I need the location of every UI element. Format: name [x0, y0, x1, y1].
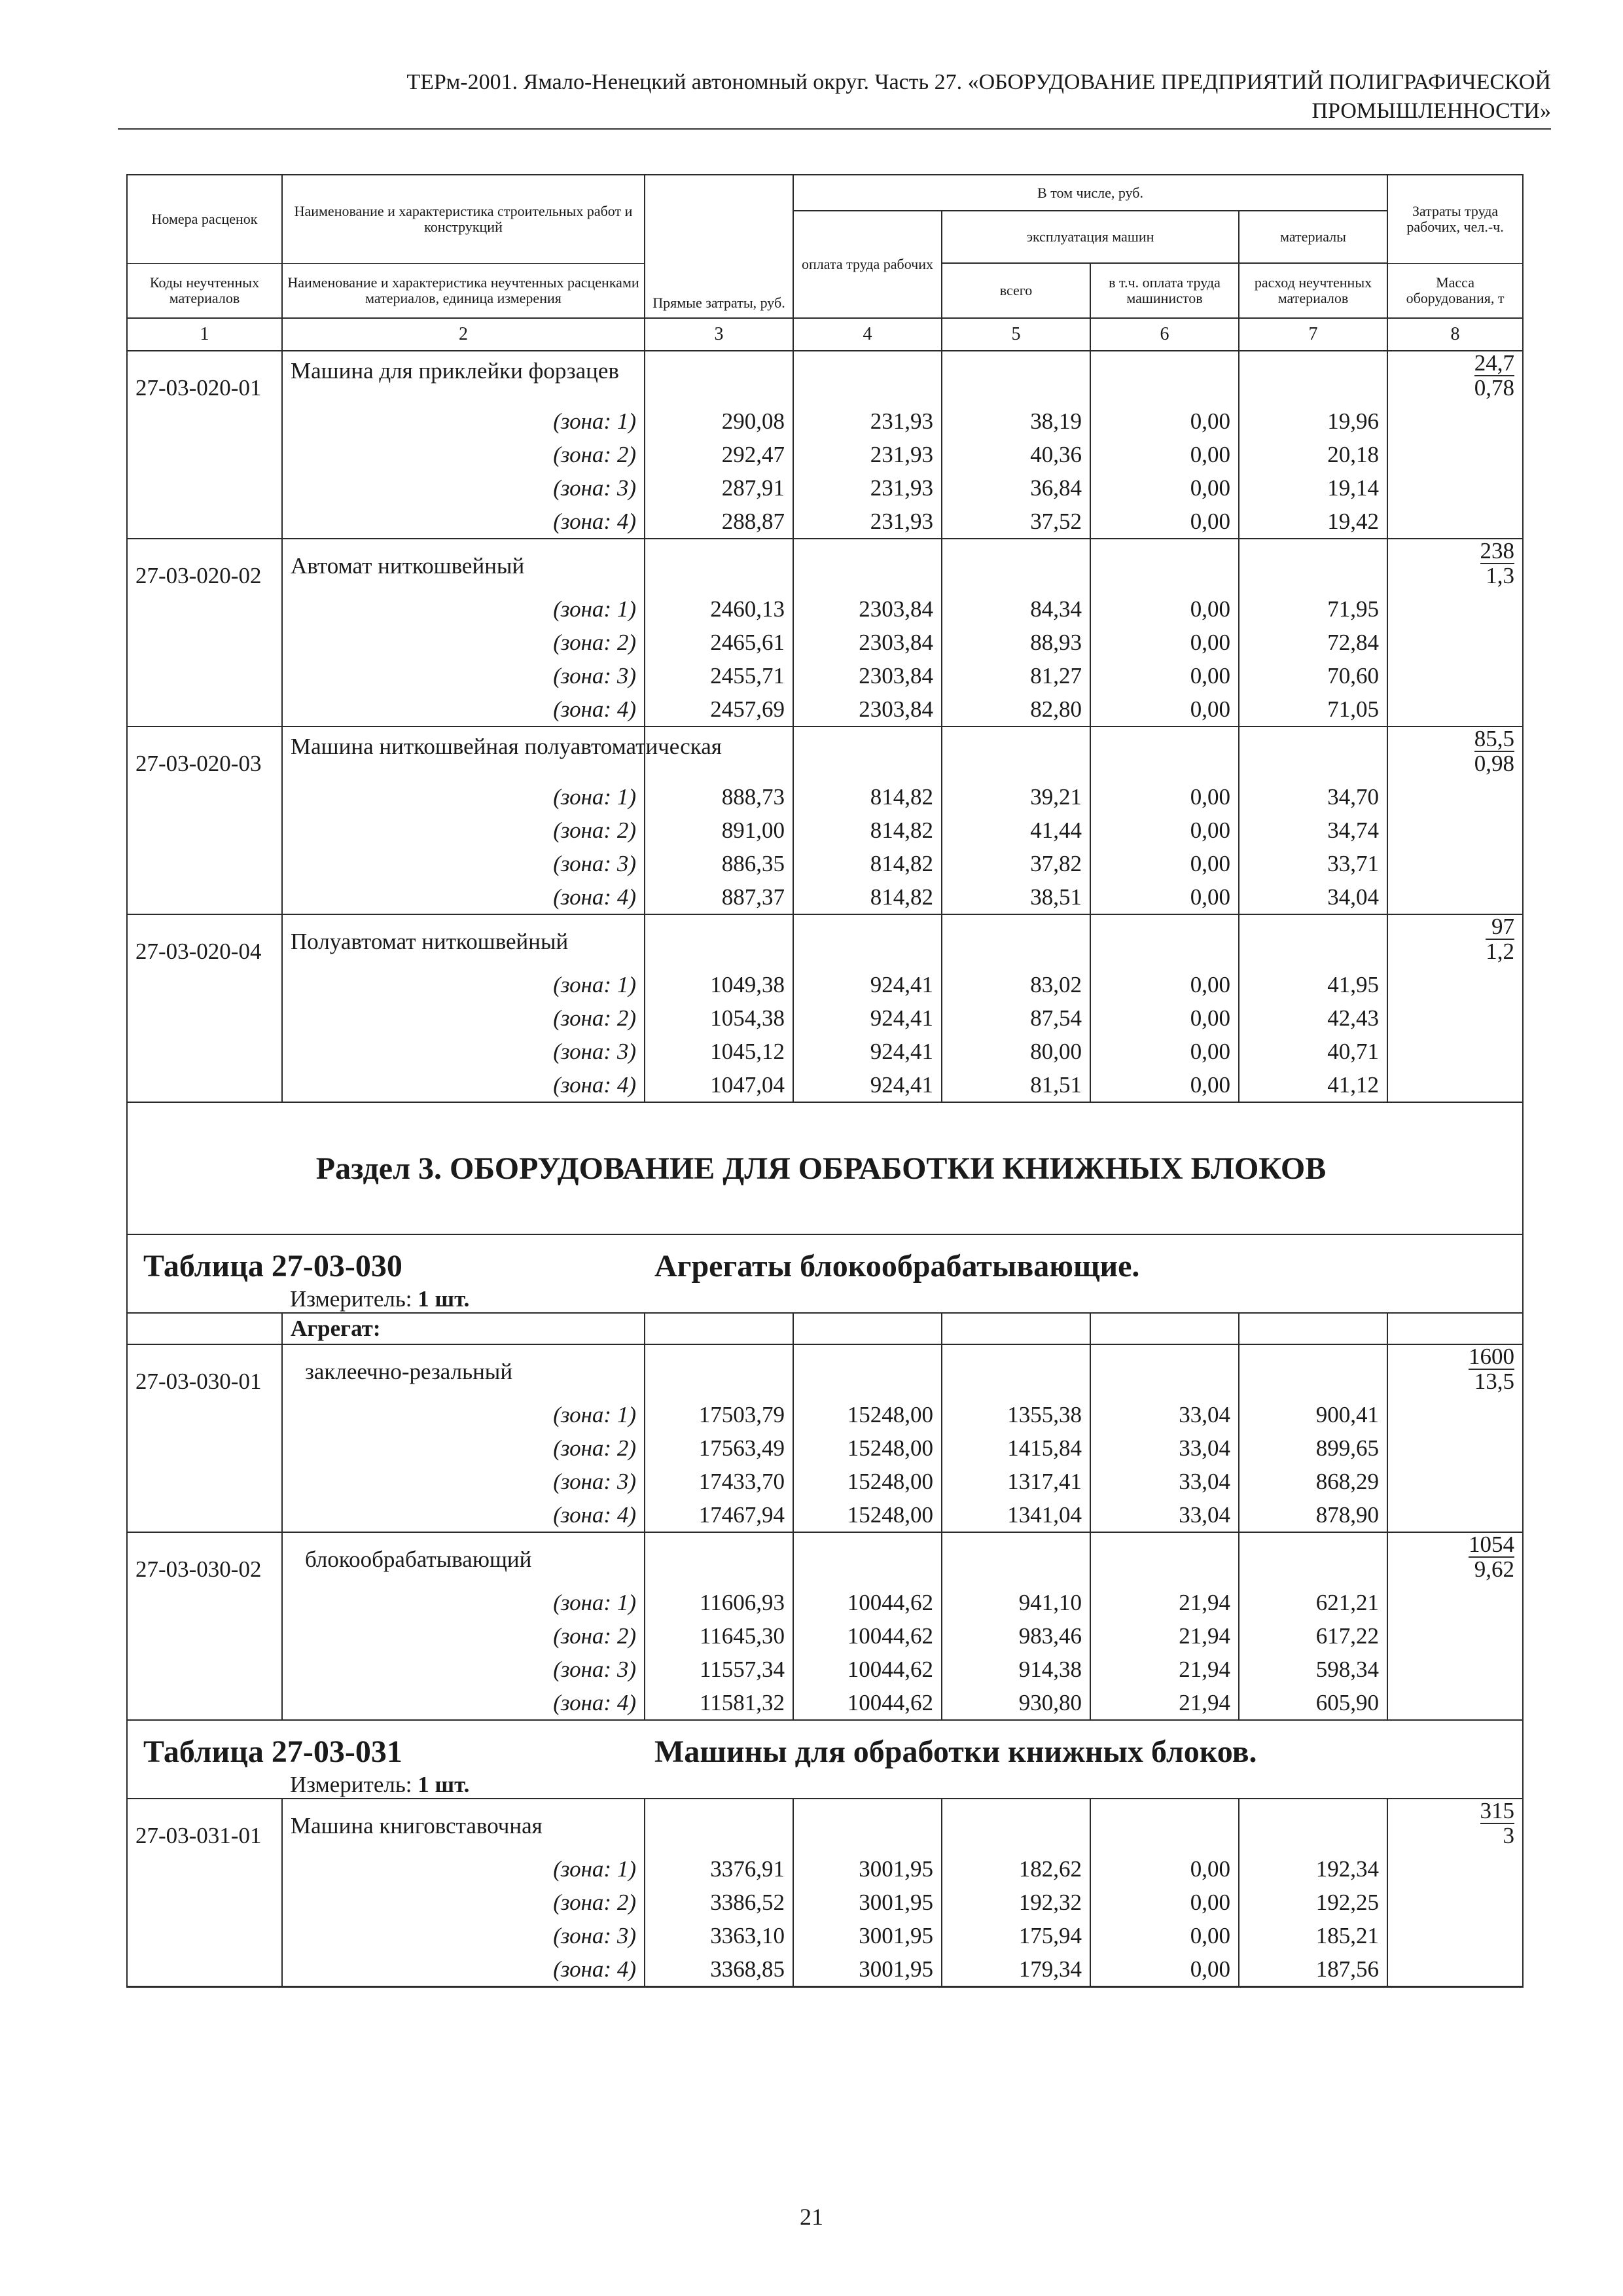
zone-row [127, 438, 1523, 471]
cell-wages: 15248,00 [793, 1431, 942, 1465]
labor-mass-fraction [1387, 1344, 1523, 1398]
labor-value: 97 [1486, 915, 1514, 940]
cell-wages: 2303,84 [793, 592, 942, 626]
cell-direct: 11557,34 [645, 1653, 793, 1686]
zone-label: (зона: 1) [282, 592, 645, 626]
item-title-row [127, 1532, 1523, 1586]
zone-label: (зона: 2) [282, 1886, 645, 1919]
zone-row [127, 780, 1523, 814]
item-name: блокообрабатывающий [282, 1532, 645, 1586]
zone-row [127, 471, 1523, 505]
materials-header: материалы [1239, 211, 1387, 263]
mass-value: 9,62 [1474, 1556, 1515, 1582]
unit-value: 1 шт. [418, 1286, 470, 1312]
cell-materials: 868,29 [1239, 1465, 1387, 1498]
zone-row [127, 692, 1523, 726]
col6-header: в т.ч. оплата труда машинистов [1090, 263, 1239, 318]
column-number: 4 [793, 318, 942, 351]
zone-label: (зона: 1) [282, 404, 645, 438]
zone-row [127, 1852, 1523, 1886]
cell-operators: 0,00 [1090, 1001, 1239, 1035]
cell-machines: 983,46 [942, 1619, 1090, 1653]
labor-value: 24,7 [1474, 350, 1515, 376]
cell-wages: 10044,62 [793, 1686, 942, 1720]
cell-direct: 11645,30 [645, 1619, 793, 1653]
cell-operators: 0,00 [1090, 1852, 1239, 1886]
zone-row [127, 1653, 1523, 1686]
zone-row [127, 814, 1523, 847]
cell-machines: 930,80 [942, 1686, 1090, 1720]
cell-direct: 11606,93 [645, 1586, 793, 1619]
cell-machines: 1415,84 [942, 1431, 1090, 1465]
cell-operators: 0,00 [1090, 880, 1239, 914]
cell-wages: 15248,00 [793, 1398, 942, 1431]
column-number: 7 [1239, 318, 1387, 351]
cell-machines: 40,36 [942, 438, 1090, 471]
col2-header-bottom: Наименование и характеристика неучтенных расценками материалов, единица измерения [282, 263, 645, 318]
zone-row [127, 1465, 1523, 1498]
cell-operators: 33,04 [1090, 1465, 1239, 1498]
labor-value: 315 [1480, 1798, 1515, 1823]
cell-direct: 2455,71 [645, 659, 793, 692]
col7-header: расход неучтенных материалов [1239, 263, 1387, 318]
zone-row [127, 659, 1523, 692]
zone-label: (зона: 4) [282, 1498, 645, 1532]
item-title-row [127, 726, 1523, 780]
table-031-title-row [127, 1720, 1523, 1799]
cell-direct: 1054,38 [645, 1001, 793, 1035]
labor-value: 85,5 [1474, 726, 1515, 751]
cell-direct: 2457,69 [645, 692, 793, 726]
unit-line [290, 1772, 469, 1798]
cell-materials: 621,21 [1239, 1586, 1387, 1619]
zone-label: (зона: 1) [282, 1398, 645, 1431]
cell-wages: 231,93 [793, 471, 942, 505]
cell-operators: 0,00 [1090, 780, 1239, 814]
item-title-row [127, 539, 1523, 592]
cell-materials: 605,90 [1239, 1686, 1387, 1720]
cell-direct: 1045,12 [645, 1035, 793, 1068]
zone-label: (зона: 3) [282, 1919, 645, 1952]
section-title: Раздел 3. ОБОРУДОВАНИЕ ДЛЯ ОБРАБОТКИ КНИЖНЫХ БЛОКОВ [127, 1102, 1523, 1234]
rate-code: 27-03-030-02 [127, 1532, 282, 1586]
zone-row [127, 1398, 1523, 1431]
zone-label: (зона: 4) [282, 1068, 645, 1102]
labor-mass-fraction [1387, 351, 1523, 404]
zone-label: (зона: 2) [282, 814, 645, 847]
cell-materials: 34,74 [1239, 814, 1387, 847]
cell-machines: 83,02 [942, 968, 1090, 1001]
cell-direct: 1047,04 [645, 1068, 793, 1102]
zone-label: (зона: 4) [282, 1952, 645, 1987]
items-block-a [127, 351, 1523, 1987]
incl-header: В том числе, руб. [793, 175, 1387, 211]
mass-value: 1,3 [1486, 563, 1515, 588]
mass-value: 13,5 [1474, 1369, 1515, 1394]
cell-operators: 0,00 [1090, 659, 1239, 692]
cell-machines: 82,80 [942, 692, 1090, 726]
labor-value: 238 [1480, 538, 1515, 564]
zone-label: (зона: 4) [282, 505, 645, 539]
labor-value: 1600 [1469, 1344, 1515, 1369]
column-number: 8 [1387, 318, 1523, 351]
item-title-row [127, 1799, 1523, 1852]
mass-value: 3 [1503, 1823, 1515, 1848]
cell-machines: 941,10 [942, 1586, 1090, 1619]
cell-operators: 0,00 [1090, 692, 1239, 726]
table-number: Таблица 27-03-031 [143, 1734, 402, 1769]
item-name: Машина для приклейки форзацев [282, 351, 645, 404]
cell-machines: 36,84 [942, 471, 1090, 505]
unit-value: 1 шт. [418, 1772, 470, 1797]
cell-materials: 33,71 [1239, 847, 1387, 880]
cell-materials: 598,34 [1239, 1653, 1387, 1686]
labor-mass-fraction [1387, 1532, 1523, 1586]
cell-direct: 2465,61 [645, 626, 793, 659]
labor-mass-fraction [1387, 914, 1523, 968]
col3-header: Прямые затраты, руб. [645, 175, 793, 318]
header-rule [118, 128, 1551, 130]
cell-operators: 33,04 [1090, 1498, 1239, 1532]
cell-materials: 192,34 [1239, 1852, 1387, 1886]
cell-materials: 192,25 [1239, 1886, 1387, 1919]
zone-row [127, 1952, 1523, 1987]
header-line-2: ПРОМЫШЛЕННОСТИ» [1311, 99, 1551, 123]
zone-label: (зона: 2) [282, 1431, 645, 1465]
cell-materials: 20,18 [1239, 438, 1387, 471]
cell-machines: 1317,41 [942, 1465, 1090, 1498]
cell-operators: 0,00 [1090, 404, 1239, 438]
cell-wages: 814,82 [793, 814, 942, 847]
cell-direct: 2460,13 [645, 592, 793, 626]
cell-direct: 290,08 [645, 404, 793, 438]
column-number: 2 [282, 318, 645, 351]
cell-wages: 814,82 [793, 780, 942, 814]
cell-materials: 71,95 [1239, 592, 1387, 626]
cell-machines: 81,51 [942, 1068, 1090, 1102]
col8-header-bottom: Масса оборудования, т [1387, 263, 1523, 318]
cell-materials: 34,70 [1239, 780, 1387, 814]
cell-operators: 0,00 [1090, 1919, 1239, 1952]
column-number: 5 [942, 318, 1090, 351]
group-label: Агрегат: [282, 1313, 645, 1344]
cell-machines: 41,44 [942, 814, 1090, 847]
zone-label: (зона: 2) [282, 438, 645, 471]
mass-value: 1,2 [1486, 939, 1515, 964]
cell-direct: 3386,52 [645, 1886, 793, 1919]
zone-label: (зона: 3) [282, 659, 645, 692]
zone-row [127, 1431, 1523, 1465]
mass-value: 0,78 [1474, 375, 1515, 401]
cell-machines: 81,27 [942, 659, 1090, 692]
cell-direct: 292,47 [645, 438, 793, 471]
running-header [118, 68, 1551, 126]
cell-materials: 34,04 [1239, 880, 1387, 914]
rate-code: 27-03-020-03 [127, 726, 282, 780]
cell-machines: 1341,04 [942, 1498, 1090, 1532]
cell-wages: 3001,95 [793, 1886, 942, 1919]
zone-row [127, 1001, 1523, 1035]
mass-value: 0,98 [1474, 751, 1515, 776]
zone-label: (зона: 3) [282, 1035, 645, 1068]
cell-wages: 231,93 [793, 438, 942, 471]
cell-machines: 38,19 [942, 404, 1090, 438]
zone-label: (зона: 2) [282, 626, 645, 659]
cell-machines: 80,00 [942, 1035, 1090, 1068]
column-number: 3 [645, 318, 793, 351]
zone-label: (зона: 3) [282, 1653, 645, 1686]
zone-row [127, 968, 1523, 1001]
item-name: Полуавтомат ниткошвейный [282, 914, 645, 968]
rate-code: 27-03-030-01 [127, 1344, 282, 1398]
section-row [127, 1102, 1523, 1234]
cell-direct: 891,00 [645, 814, 793, 847]
zone-row [127, 404, 1523, 438]
cell-machines: 914,38 [942, 1653, 1090, 1686]
cell-machines: 175,94 [942, 1919, 1090, 1952]
cell-wages: 2303,84 [793, 626, 942, 659]
cell-wages: 15248,00 [793, 1465, 942, 1498]
zone-label: (зона: 1) [282, 780, 645, 814]
zone-row [127, 1886, 1523, 1919]
cell-wages: 2303,84 [793, 659, 942, 692]
zone-row [127, 592, 1523, 626]
cell-machines: 88,93 [942, 626, 1090, 659]
cell-operators: 0,00 [1090, 847, 1239, 880]
zone-row [127, 626, 1523, 659]
cell-machines: 87,54 [942, 1001, 1090, 1035]
cell-materials: 41,95 [1239, 968, 1387, 1001]
zone-row [127, 1035, 1523, 1068]
cell-materials: 899,65 [1239, 1431, 1387, 1465]
cell-materials: 71,05 [1239, 692, 1387, 726]
cell-operators: 0,00 [1090, 505, 1239, 539]
cell-operators: 0,00 [1090, 626, 1239, 659]
cell-direct: 17563,49 [645, 1431, 793, 1465]
cell-materials: 70,60 [1239, 659, 1387, 692]
col2-header-top: Наименование и характеристика строительных работ и конструкций [282, 175, 645, 263]
rates-table [126, 174, 1524, 1988]
zone-row [127, 1619, 1523, 1653]
header-line-1: ТЕРм-2001. Ямало-Ненецкий автономный округ. Часть 27. «ОБОРУДОВАНИЕ ПРЕДПРИЯТИЙ ПОЛИГРАФИЧЕСКОЙ [406, 70, 1551, 94]
zone-row [127, 847, 1523, 880]
cell-wages: 814,82 [793, 880, 942, 914]
cell-wages: 3001,95 [793, 1919, 942, 1952]
cell-direct: 287,91 [645, 471, 793, 505]
col1-header-top: Номера расценок [127, 175, 282, 263]
item-title-row [127, 914, 1523, 968]
zone-label: (зона: 1) [282, 968, 645, 1001]
cell-operators: 21,94 [1090, 1619, 1239, 1653]
machines-header: эксплуатация машин [942, 211, 1239, 263]
table-header [127, 175, 1523, 351]
cell-machines: 38,51 [942, 880, 1090, 914]
zone-label: (зона: 1) [282, 1852, 645, 1886]
cell-wages: 3001,95 [793, 1952, 942, 1987]
cell-wages: 924,41 [793, 968, 942, 1001]
zone-label: (зона: 3) [282, 471, 645, 505]
zone-label: (зона: 2) [282, 1619, 645, 1653]
page-number: 21 [800, 2204, 823, 2230]
column-numbers-row [127, 318, 1523, 351]
cell-wages: 2303,84 [793, 692, 942, 726]
rate-code: 27-03-020-02 [127, 539, 282, 592]
item-name: заклеечно-резальный [282, 1344, 645, 1398]
cell-operators: 33,04 [1090, 1398, 1239, 1431]
table-title: Машины для обработки книжных блоков. [654, 1734, 1257, 1769]
col4-header: оплата труда рабочих [793, 211, 942, 318]
cell-machines: 37,52 [942, 505, 1090, 539]
cell-materials: 42,43 [1239, 1001, 1387, 1035]
cell-wages: 924,41 [793, 1035, 942, 1068]
cell-direct: 1049,38 [645, 968, 793, 1001]
cell-direct: 3376,91 [645, 1852, 793, 1886]
col1-header-bottom: Коды неучтенных материалов [127, 263, 282, 318]
zone-row [127, 1068, 1523, 1102]
unit-line [290, 1286, 469, 1312]
item-name: Машина книговставочная [282, 1799, 645, 1852]
zone-row [127, 1586, 1523, 1619]
zone-label: (зона: 4) [282, 880, 645, 914]
cell-direct: 17503,79 [645, 1398, 793, 1431]
cell-operators: 33,04 [1090, 1431, 1239, 1465]
zone-row [127, 1686, 1523, 1720]
cell-operators: 0,00 [1090, 814, 1239, 847]
cell-operators: 0,00 [1090, 471, 1239, 505]
cell-machines: 39,21 [942, 780, 1090, 814]
cell-materials: 41,12 [1239, 1068, 1387, 1102]
cell-direct: 11581,32 [645, 1686, 793, 1720]
labor-mass-fraction [1387, 539, 1523, 592]
cell-wages: 10044,62 [793, 1619, 942, 1653]
cell-operators: 21,94 [1090, 1686, 1239, 1720]
cell-wages: 231,93 [793, 505, 942, 539]
cell-wages: 10044,62 [793, 1586, 942, 1619]
cell-wages: 10044,62 [793, 1653, 942, 1686]
cell-machines: 179,34 [942, 1952, 1090, 1987]
cell-machines: 37,82 [942, 847, 1090, 880]
cell-materials: 187,56 [1239, 1952, 1387, 1987]
cell-materials: 19,96 [1239, 404, 1387, 438]
cell-machines: 1355,38 [942, 1398, 1090, 1431]
rate-code: 27-03-020-01 [127, 351, 282, 404]
cell-operators: 0,00 [1090, 1035, 1239, 1068]
cell-materials: 19,14 [1239, 471, 1387, 505]
cell-materials: 900,41 [1239, 1398, 1387, 1431]
item-title-row [127, 1344, 1523, 1398]
cell-operators: 0,00 [1090, 592, 1239, 626]
cell-direct: 3368,85 [645, 1952, 793, 1987]
zone-row [127, 1498, 1523, 1532]
cell-materials: 878,90 [1239, 1498, 1387, 1532]
zone-row [127, 505, 1523, 539]
cell-direct: 888,73 [645, 780, 793, 814]
labor-mass-fraction [1387, 1799, 1523, 1852]
zone-label: (зона: 3) [282, 1465, 645, 1498]
table-title: Агрегаты блокообрабатывающие. [654, 1249, 1140, 1283]
cell-operators: 0,00 [1090, 1952, 1239, 1987]
cell-wages: 15248,00 [793, 1498, 942, 1532]
cell-machines: 192,32 [942, 1886, 1090, 1919]
cell-materials: 40,71 [1239, 1035, 1387, 1068]
cell-direct: 886,35 [645, 847, 793, 880]
cell-wages: 3001,95 [793, 1852, 942, 1886]
cell-materials: 72,84 [1239, 626, 1387, 659]
cell-wages: 814,82 [793, 847, 942, 880]
zone-label: (зона: 2) [282, 1001, 645, 1035]
rate-code: 27-03-020-04 [127, 914, 282, 968]
cell-operators: 0,00 [1090, 968, 1239, 1001]
cell-materials: 185,21 [1239, 1919, 1387, 1952]
table-030-title-row [127, 1234, 1523, 1313]
cell-materials: 617,22 [1239, 1619, 1387, 1653]
cell-operators: 21,94 [1090, 1653, 1239, 1686]
cell-wages: 924,41 [793, 1001, 942, 1035]
zone-label: (зона: 4) [282, 1686, 645, 1720]
cell-operators: 0,00 [1090, 438, 1239, 471]
labor-value: 1054 [1469, 1532, 1515, 1557]
col5-header: всего [942, 263, 1090, 318]
item-name: Автомат ниткошвейный [282, 539, 645, 592]
unit-label: Измеритель: [290, 1286, 412, 1312]
cell-direct: 3363,10 [645, 1919, 793, 1952]
zone-label: (зона: 1) [282, 1586, 645, 1619]
item-title-row [127, 351, 1523, 404]
cell-direct: 288,87 [645, 505, 793, 539]
rate-code: 27-03-031-01 [127, 1799, 282, 1852]
cell-machines: 84,34 [942, 592, 1090, 626]
labor-mass-fraction [1387, 726, 1523, 780]
cell-materials: 19,42 [1239, 505, 1387, 539]
column-number: 1 [127, 318, 282, 351]
table-number: Таблица 27-03-030 [143, 1249, 402, 1283]
unit-label: Измеритель: [290, 1772, 412, 1797]
cell-wages: 924,41 [793, 1068, 942, 1102]
cell-wages: 231,93 [793, 404, 942, 438]
zone-label: (зона: 4) [282, 692, 645, 726]
column-number: 6 [1090, 318, 1239, 351]
zone-row [127, 880, 1523, 914]
cell-direct: 887,37 [645, 880, 793, 914]
cell-operators: 0,00 [1090, 1886, 1239, 1919]
cell-operators: 0,00 [1090, 1068, 1239, 1102]
group-header-row [127, 1313, 1523, 1344]
col8-header-top: Затраты труда рабочих, чел.-ч. [1387, 175, 1523, 263]
cell-operators: 21,94 [1090, 1586, 1239, 1619]
cell-direct: 17433,70 [645, 1465, 793, 1498]
item-name: Машина ниткошвейная полуавтоматическая [282, 726, 645, 780]
zone-row [127, 1919, 1523, 1952]
zone-label: (зона: 3) [282, 847, 645, 880]
cell-machines: 182,62 [942, 1852, 1090, 1886]
cell-direct: 17467,94 [645, 1498, 793, 1532]
